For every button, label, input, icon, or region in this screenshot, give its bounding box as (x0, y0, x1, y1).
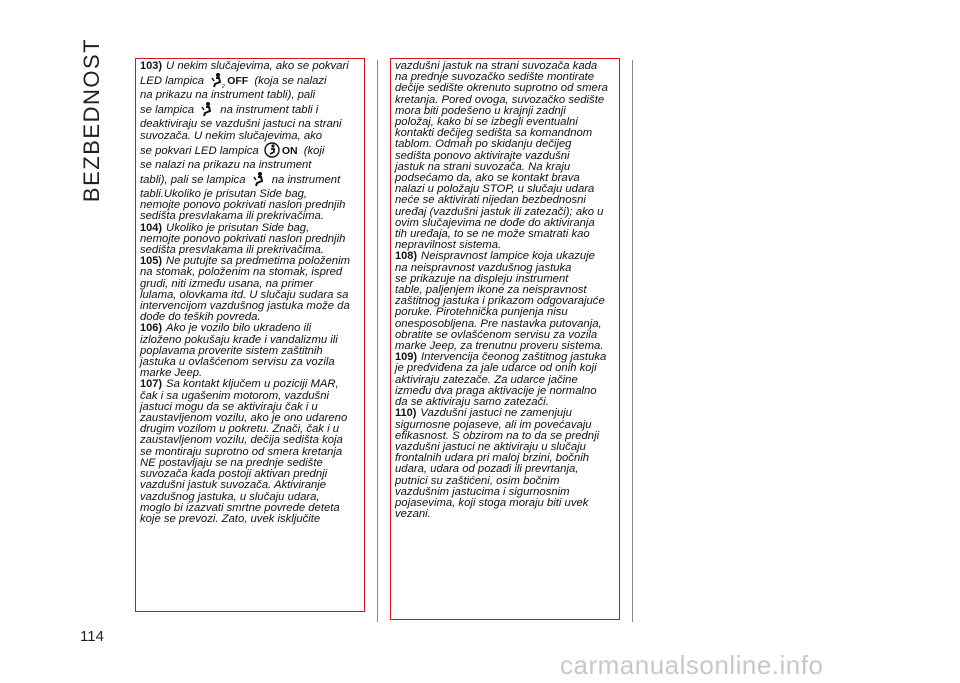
text-line: jastuci mogu da se aktiviraju čak i u (140, 400, 318, 413)
text-line: marke Jeep. (140, 367, 203, 380)
text-line: pojasevima, koji stoga moraju biti uvek (395, 496, 589, 509)
text-line: mora biti podešeno u krajnji zadnji (395, 104, 566, 117)
text-line: na stomak, položenim na stomak, ispred (140, 266, 343, 279)
note-109 (395, 352, 615, 408)
text-line: na neispravnost vazdušnog jastuka (395, 261, 572, 274)
text-line: nemojte ponovo pokrivati naslon prednjih (140, 232, 346, 245)
text-line: vazdušnog jastuka, u slučaju udara, (140, 490, 320, 503)
text-line: sigurnosne pojaseve, ali im povećavaju (395, 418, 592, 431)
text-line: Sa kontakt ključem u poziciji MAR, (166, 378, 339, 391)
page-number: 114 (80, 628, 104, 645)
text-line: Neispravnost lampice koja ukazuje (421, 250, 595, 263)
text-line: jastuka u ovlašćenom servisu za vozila (140, 356, 335, 369)
warning-box-left (135, 58, 365, 612)
note-number: 110) (395, 407, 417, 420)
text-line: suvozača kada postoji aktivan prednji (140, 468, 328, 481)
watermark: carmanualsonline.info (560, 650, 824, 680)
note-number: 107) (140, 378, 163, 391)
text-line: zaštitnog jastuka i prikazom odgovarajuće (395, 295, 605, 308)
text-line: grudi, niti između usana, na primer (140, 277, 314, 290)
note-number: 109) (395, 351, 418, 364)
on-label: ON (281, 144, 298, 157)
text-line: udara, udara od pozadi ili prevrtanja, (395, 463, 579, 476)
text-line: koje se prevozi. Zato, uvek isključite (140, 512, 321, 525)
text-line: onesposobljena. Pre nastavka putovanja, (395, 317, 602, 330)
note-number: 105) (140, 255, 163, 268)
text-line: između dva praga aktivacije je normalno (395, 384, 597, 397)
note-106 (140, 323, 360, 379)
passenger-airbag-on-icon (264, 142, 280, 158)
text-line: table, paljenjem ikone za neispravnost (395, 284, 587, 297)
text-line: tih uređaja, to se ne može smatrati kao (395, 228, 590, 241)
text-line: Vazdušni jastuci ne zamenjuju (420, 407, 572, 420)
text-line: vezani. (395, 508, 431, 521)
note-103: 103) U nekim slučajevima, ako se pokvari LED lampica 2 OFF (koja se nalazi na prikazu na instrument tabli), pali se lampica na instrument tabli i deaktiviraju se vazdušni jastuci na strani suvozača. U nekim slučajevima, ako se pokvari LED lampica ON (koji se nalazi na prikazu na instrument tabli), pali se lampica na instrument tabli.Ukoliko je prisutan Side bag, nemojte ponovo pokrivati naslon prednjih sedišta presvlakama ili prekrivačima. (140, 60, 349, 223)
text-line: čak i sa ugašenim motorom, vazdušni (140, 389, 329, 402)
text-line: lulama, olovkama itd. U slučaju sudara sa (140, 288, 349, 301)
note-105 (140, 256, 360, 323)
text-line: Ako je vozilo bilo ukradeno ili (166, 322, 312, 335)
text-line: Ukoliko je prisutan Side bag, (166, 221, 310, 234)
text-line: neće se aktivirati nijedan bezbednosni (395, 194, 586, 207)
note-108 (395, 251, 615, 352)
text-line: moglo bi izazvati smrtne povrede deteta (140, 501, 340, 514)
passenger-airbag-off-icon (209, 72, 225, 88)
text-line: nalazi u položaju STOP, u slučaju udara (395, 183, 595, 196)
text-line: da se aktiviraju samo zatezači. (395, 396, 549, 409)
column-divider (377, 60, 378, 622)
off-label: OFF (227, 75, 249, 88)
text-line: poruke. Pirotehnička punjenja nisu (395, 306, 568, 319)
text-line: marke Jeep, za trenutnu proveru sistema. (395, 340, 604, 353)
text-line: Ne putujte sa predmetima položenim (166, 255, 351, 268)
passenger-seat-icon (199, 101, 215, 117)
text-line: putnici su zaštićeni, osim bočnim (395, 474, 560, 487)
note-104 (140, 223, 360, 257)
section-title (62, 37, 122, 203)
text-line: aktiviraju zatezače. Za udarce jačine (395, 373, 578, 386)
text-line: kontakti dečijeg sedišta sa komandnom (395, 127, 593, 140)
text-line: intervencijom vazdušnog jastuka može da (140, 300, 350, 313)
text-line: dođe do teških povreda. (140, 311, 261, 324)
section-title-text: BEZBEDNOST (79, 37, 104, 203)
column-divider (632, 60, 633, 622)
text-line: drugim vozilom u pokretu. Znači, čak i u (140, 423, 340, 436)
text-line: na prednje suvozačko sedište montirate (395, 71, 595, 84)
text-line: sedišta presvlakama ili prekrivačima. (140, 244, 324, 257)
text-line: nepravilnost sistema. (395, 239, 502, 252)
text-line: se prikazuje na displeju instrument (395, 272, 569, 285)
text-line: podsećamo da, ako se kontakt brava (395, 172, 580, 185)
text-line: zaustavljenom vozilu, ako je ono udareno (140, 412, 348, 425)
note-110 (395, 408, 615, 520)
text-line: vazdušni jastuk suvozača. Aktiviranje (140, 479, 327, 492)
text-line: je predviđena za jale udarce od onih koji (395, 362, 597, 375)
text-line: sedišta ponovo aktivirajte vazdušni (395, 149, 570, 162)
note-number: 106) (140, 322, 163, 335)
svg-text:2: 2 (222, 84, 225, 89)
warning-box-right (390, 58, 620, 620)
text-line: Intervencija čeonog zaštitnog jastuka (421, 351, 607, 364)
text-line: obratite se ovlašćenom servisu za vozila (395, 328, 598, 341)
passenger-seat-icon (251, 171, 267, 187)
text-line: izloženo pokušaju krađe i vandalizmu ili (140, 333, 338, 346)
note-107 (140, 379, 360, 525)
note-number: 108) (395, 250, 418, 263)
text-line: frontalnih udara pri maloj brzini, bočnih (395, 452, 590, 465)
text-line: vazdušni jastuci ne aktiviraju u slučaju (395, 440, 586, 453)
text-line: jastuk na strani suvozača. Na kraju (395, 160, 571, 173)
text-line: vazdušnim jastucima i sigurnosnim (395, 485, 570, 498)
text-line: položaj, kako bi se izbegli eventualni (395, 116, 578, 129)
text-line: dečije sedište okrenuto suprotno od smera (395, 82, 608, 95)
text-line: efikasnost. S obzirom na to da se prednji (395, 429, 600, 442)
text-line: ovim slučajevima ne dođe do aktiviranja (395, 216, 595, 229)
text-line: NE postavljaju se na prednje sedište (140, 456, 323, 469)
text-line: se montiraju suprotno od smera kretanja (140, 445, 343, 458)
note-number: 104) (140, 221, 163, 234)
text-line: tablom. Odmah po skidanju dečijeg (395, 138, 572, 151)
text-line: vazdušni jastuk na strani suvozača kada (395, 60, 598, 72)
text-line: zaustavljenom vozilu, dečija sedišta koja (140, 434, 343, 447)
text-line: poplavama proverite sistem zaštitnih (140, 344, 323, 357)
text-line: kretanja. Pored ovoga, suvozačko sedište (395, 93, 605, 106)
text-line: uređaj (vazdušni jastuk ili zatezači); ako u (395, 205, 604, 218)
note-number: 103) (140, 60, 163, 72)
note-107-continued (395, 61, 615, 251)
